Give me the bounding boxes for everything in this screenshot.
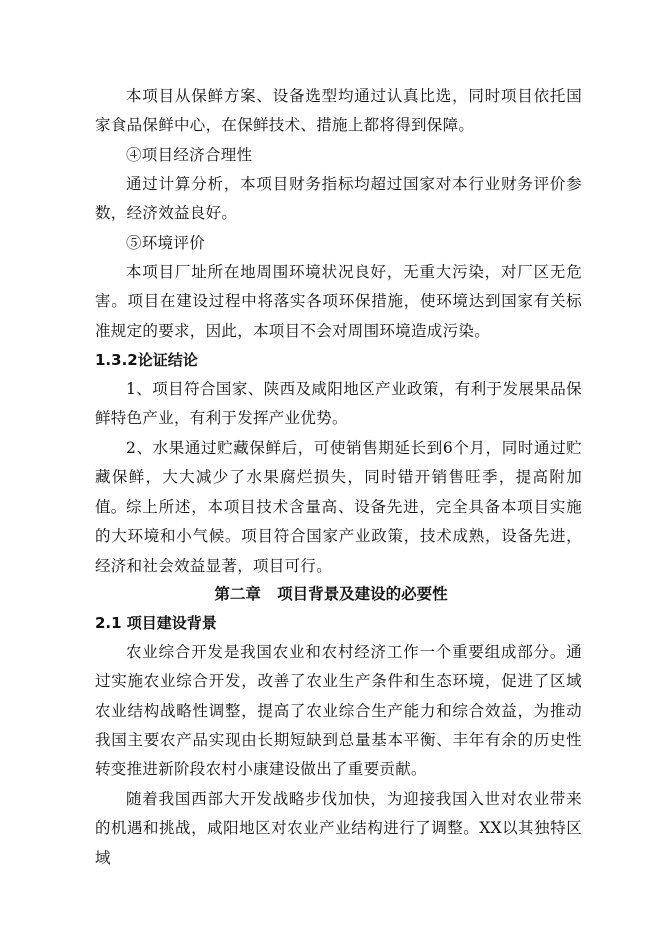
paragraph-western-development: 随着我国西部大开发战略步伐加快，为迎接我国入世对农业带来的机遇和挑战，咸阳地区对农业产业结构进行了调整。XX以其独特区域 xyxy=(95,790,582,867)
paragraph-preservation-guarantee: 本项目从保鲜方案、设备选型均通过认真比选，同时项目依托国家食品保鲜中心，在保鲜技术、措施上都将得到保障。 xyxy=(95,87,582,135)
paragraph-environment: 本项目厂址所在地周围环境状况良好，无重大污染，对厂区无危害。项目在建设过程中将落实各项环保措施，使环境达到国家有关标准规定的要求，因此，本项目不会对周围环境造成污染。 xyxy=(95,263,582,340)
paragraph-conclusion-1: 1、项目符合国家、陕西及咸阳地区产业政策，有利于发展果品保鲜特色产业，有利于发挥产业优势。 xyxy=(95,380,582,428)
paragraph-conclusion-2: 2、水果通过贮藏保鲜后，可使销售期延长到6个月，同时通过贮藏保鲜，大大减少了水果腐烂损失，同时错开销售旺季，提高附加值。 xyxy=(95,439,582,516)
paragraph-summary: 综上所述，本项目技术含量高、设备先进，完全具备本项目实施的大环境和小气候。项目符合国家产业政策，技术成熟，设备先进，经济和社会效益显著，项目可行。 xyxy=(95,498,582,575)
paragraph-financial-analysis: 通过计算分析，本项目财务指标均超过国家对本行业财务评价参数，经济效益良好。 xyxy=(95,175,582,223)
list-item-environmental-assessment: ⑤环境评价 xyxy=(126,234,206,252)
section-heading-2-1: 2.1 项目建设背景 xyxy=(95,614,217,632)
list-item-economic-rationality: ④项目经济合理性 xyxy=(126,146,253,164)
section-heading-1-3-2: 1.3.2论证结论 xyxy=(95,351,198,369)
paragraph-agriculture-development: 农业综合开发是我国农业和农村经济工作一个重要组成部分。通过实施农业综合开发，改善了农业生产条件和生态环境，促进了区域农业结构战略性调整，提高了农业综合生产能力和综合效益，为推动我国主要农产品实现由长期短缺到总量基本平衡、丰年有余的历史性转变推进新阶段农村小康建设做出了重要贡献。 xyxy=(95,643,582,779)
chapter-title: 第二章 项目背景及建设的必要性 xyxy=(214,585,448,603)
